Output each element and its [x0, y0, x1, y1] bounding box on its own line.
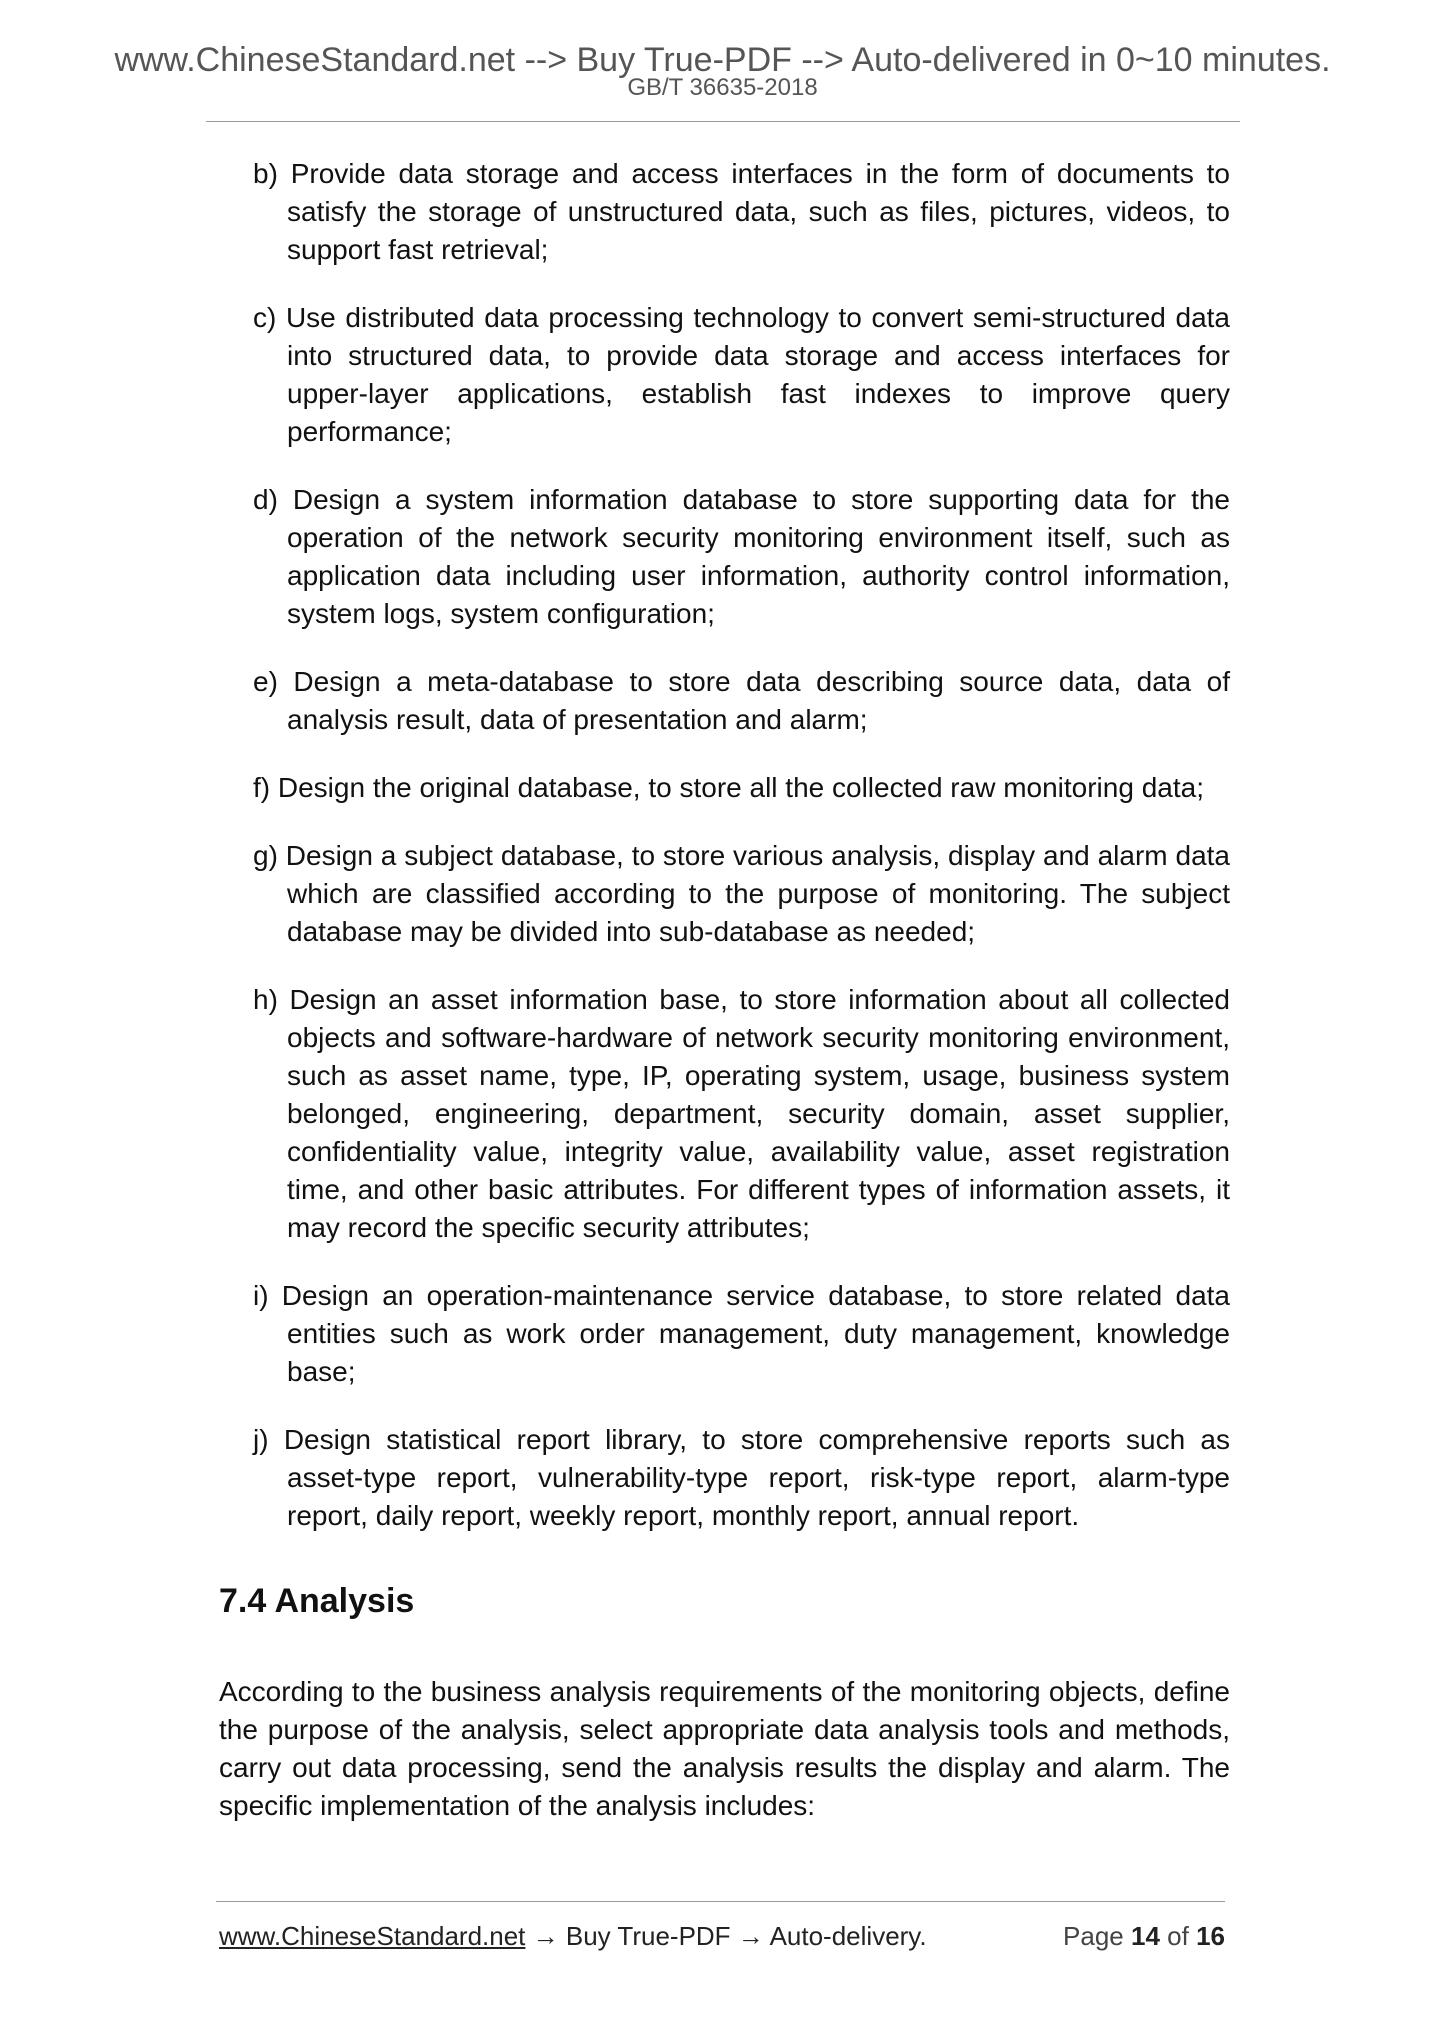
page-content: [219, 155, 1230, 1825]
document-number: GB/T 36635-2018: [627, 74, 818, 101]
header-divider: [206, 121, 1240, 122]
page-of-label: of: [1167, 1921, 1189, 1951]
footer-left: [219, 1920, 927, 1952]
list-item-c: c) Use distributed data processing technology to convert semi-structured data into structured data, to provide data storage and access interfaces for upper-layer applications, establish fast indexes to improve query performance;: [253, 302, 1230, 447]
list-item-i: i) Design an operation-maintenance service database, to store related data entities such as work order management, duty management, knowledge base;: [253, 1280, 1230, 1387]
page-total: 16: [1196, 1921, 1225, 1951]
page-label: Page: [1063, 1921, 1124, 1951]
footer-divider: [216, 1901, 1225, 1902]
list-item-f: f) Design the original database, to store all the collected raw monitoring data;: [253, 772, 1204, 803]
list-item-d: d) Design a system information database to store supporting data for the operation of the network security monitoring environment itself, such as application data including user information, authority control information, system logs, system configuration;: [253, 484, 1230, 629]
list-item-h: h) Design an asset information base, to store information about all collected objects and software-hardware of network security monitoring environment, such as asset name, type, IP, operating system, usage, business system belonged, engineering, department, security domain, asset supplier, confidentiality value, integrity value, availability value, asset registration time, and other basic attributes. For different types of information assets, it may record the specific security attributes;: [253, 984, 1230, 1243]
list-item-g: g) Design a subject database, to store various analysis, display and alarm data which are classified according to the purpose of monitoring. The subject database may be divided into sub-database as needed;: [253, 840, 1230, 947]
footer-delivery-text: → Buy True-PDF → Auto-delivery.: [525, 1921, 927, 1951]
list-item-b: b) Provide data storage and access interfaces in the form of documents to satisfy the storage of unstructured data, such as files, pictures, videos, to support fast retrieval;: [253, 158, 1230, 265]
footer-site-link[interactable]: www.ChineseStandard.net: [219, 1921, 526, 1951]
section-paragraph: According to the business analysis requirements of the monitoring objects, define the purpose of the analysis, select appropriate data analysis tools and methods, carry out data processing, send the analysis results the display and alarm. The specific implementation of the analysis includes:: [219, 1676, 1230, 1821]
page-current: 14: [1131, 1921, 1160, 1951]
list-item-e: e) Design a meta-database to store data describing source data, data of analysis result, data of presentation and alarm;: [253, 666, 1230, 735]
section-heading: 7.4 Analysis: [219, 1582, 415, 1620]
list-item-j: j) Design statistical report library, to store comprehensive reports such as asset-type report, vulnerability-type report, risk-type report, alarm-type report, daily report, weekly report, monthly report, annual report.: [253, 1424, 1230, 1531]
page-indicator: [1063, 1920, 1225, 1952]
site-banner: www.ChineseStandard.net --> Buy True-PDF --> Auto-delivered in 0~10 minutes.: [114, 41, 1331, 79]
